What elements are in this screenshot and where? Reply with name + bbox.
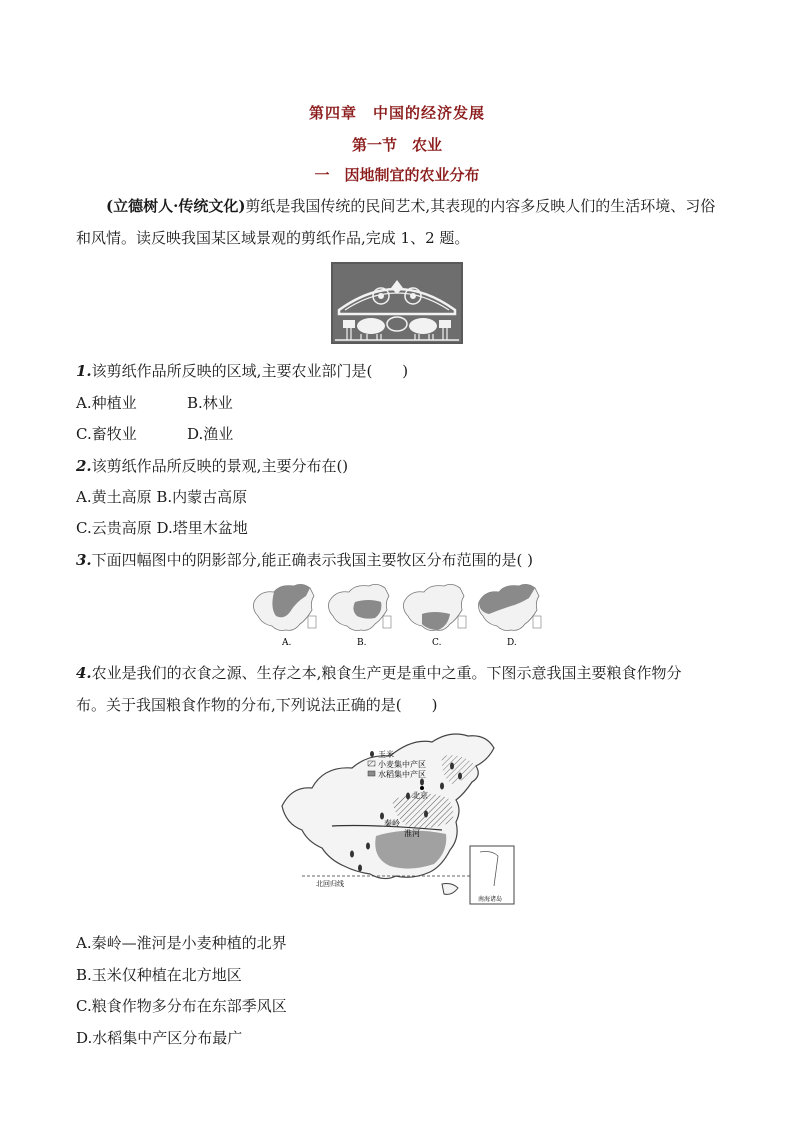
map-label-d: D. bbox=[507, 638, 517, 648]
map-b bbox=[329, 584, 392, 648]
option-row-cd: C.云贵高原 D.塔里木盆地 bbox=[76, 519, 248, 537]
map-label-a: A. bbox=[282, 638, 292, 648]
map-d bbox=[479, 584, 542, 648]
subsection-title: 一 因地制宜的农业分布 bbox=[314, 166, 480, 184]
intro-text: 剪纸是我国传统的民间艺术,其表现的内容多反映人们的生活环境、习俗和风情。读反映我国某区域景观的剪纸作品,完成 1、2 题。 bbox=[76, 197, 716, 247]
map-label-c: C. bbox=[432, 638, 442, 648]
label-beijing: 北京 bbox=[412, 791, 428, 800]
legend-wheat: 小麦集中产区 bbox=[378, 760, 426, 769]
question-stem: 该剪纸作品所反映的景观,主要分布在() bbox=[91, 457, 349, 475]
question-4 bbox=[76, 662, 681, 683]
option-row-ab: A.黄土高原 B.内蒙古高原 bbox=[76, 488, 248, 506]
map-c bbox=[404, 584, 467, 648]
question-number: 4. bbox=[76, 664, 92, 682]
question-number: 1. bbox=[76, 362, 92, 380]
option-a: A.秦岭—淮河是小麦种植的北界 bbox=[76, 934, 287, 952]
option-d: D.水稻集中产区分布最广 bbox=[76, 1029, 243, 1047]
paper-cut-image bbox=[331, 262, 463, 344]
question-2 bbox=[76, 455, 348, 476]
label-tropic: 北回归线 bbox=[316, 880, 344, 888]
label-qinling: 秦岭 bbox=[384, 819, 400, 828]
option-b: B.林业 bbox=[187, 394, 233, 412]
question-stem: 下面四幅图中的阴影部分,能正确表示我国主要牧区分布范围的是( ) bbox=[91, 551, 533, 569]
legend-rice: 水稻集中产区 bbox=[378, 770, 426, 779]
question-stem: 该剪纸作品所反映的区域,主要农业部门是( ) bbox=[91, 362, 409, 380]
pasture-maps-figure bbox=[250, 580, 545, 648]
label-huaihe: 淮河 bbox=[404, 829, 420, 838]
question-3 bbox=[76, 549, 533, 570]
label-inset: 南海诸岛 bbox=[478, 896, 503, 903]
section-title: 第一节 农业 bbox=[351, 136, 442, 154]
intro-paragraph bbox=[76, 190, 726, 254]
legend-corn: 玉米 bbox=[378, 750, 394, 759]
map-a bbox=[254, 584, 317, 648]
option-d: D.渔业 bbox=[187, 425, 234, 443]
option-a: A.种植业 bbox=[76, 394, 137, 412]
intro-tag: (立德树人·传统文化) bbox=[106, 197, 246, 215]
option-c: C.粮食作物多分布在东部季风区 bbox=[76, 997, 287, 1015]
crop-distribution-map bbox=[272, 726, 522, 914]
map-label-b: B. bbox=[357, 638, 367, 648]
question-number: 2. bbox=[76, 457, 92, 475]
question-number: 3. bbox=[76, 551, 92, 569]
question-4-line2: 布。关于我国粮食作物的分布,下列说法正确的是( ) bbox=[76, 696, 438, 714]
option-c: C.畜牧业 bbox=[76, 425, 137, 443]
question-stem-line1: 农业是我们的衣食之源、生存之本,粮食生产更是重中之重。下图示意我国主要粮食作物分 bbox=[91, 664, 682, 682]
chapter-title: 第四章 中国的经济发展 bbox=[308, 104, 485, 122]
question-1 bbox=[76, 360, 408, 381]
option-b: B.玉米仅种植在北方地区 bbox=[76, 966, 242, 984]
